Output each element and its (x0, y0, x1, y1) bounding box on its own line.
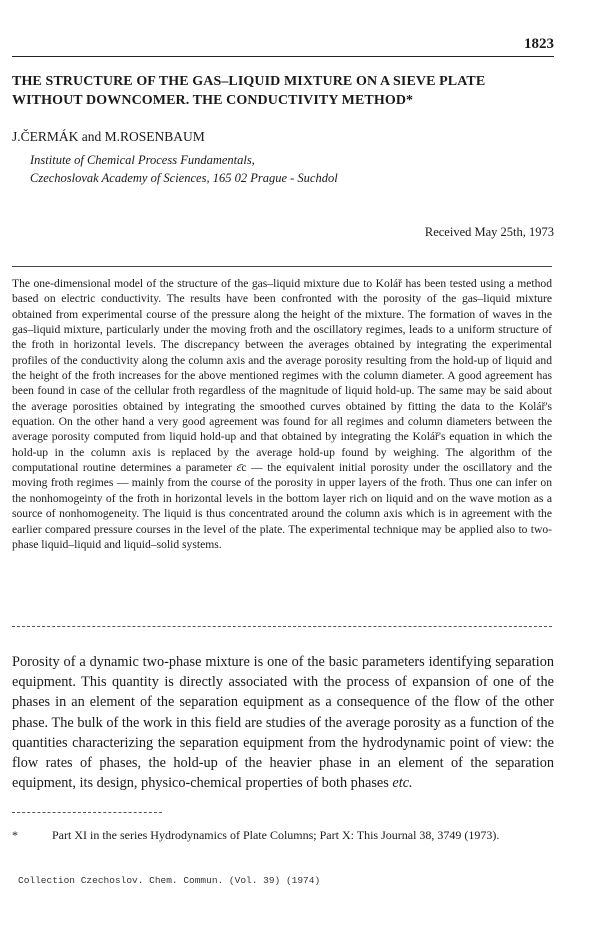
footnote-marker: * (12, 828, 18, 842)
article-title: THE STRUCTURE OF THE GAS–LIQUID MIXTURE ON A SIEVE PLATE WITHOUT DOWNCOMER. THE CONDUCTIVITY METHOD* (12, 74, 486, 108)
footnote-rule (12, 812, 162, 813)
abstract-top-rule (12, 266, 552, 267)
body-text: Porosity of a dynamic two-phase mixture is one of the basic parameters identifying separation equipment. This quantity is directly associated with the process of expansion of one of the phases in an element of the separation equipment as a consequence of the flow of the other phase. The bulk of the work in this field are studies of the average porosity as a function of the quantities characterizing the separation equipment from the hydrodynamic point of view: the flow rates of phases, the hold-up of the heavier phase in an element of the separation equipment, its design, physico-chemical properties of both phases (12, 654, 554, 792)
footnote (12, 827, 554, 843)
article-authors: J.ČERMÁK and M.ROSENBAUM (12, 129, 205, 144)
journal-citation: Collection Czechoslov. Chem. Commun. (Vol. 39) (1974) (18, 875, 321, 886)
received-date: Received May 25th, 1973 (424, 225, 554, 239)
body-text-italic: etc. (392, 775, 413, 792)
body-paragraph (12, 652, 554, 793)
abstract-bottom-rule (12, 626, 552, 627)
author-affiliation (30, 151, 338, 187)
affiliation-line: Institute of Chemical Process Fundamentals, (30, 153, 255, 167)
footnote-text: Part XI in the series Hydrodynamics of Plate Columns; Part X: This Journal 38, 3749 (1973). (52, 828, 500, 842)
abstract: The one-dimensional model of the structure of the gas–liquid mixture due to Kolář has been tested using a method based on electric conductivity. The results have been confronted with the porosity of the gas–liquid mixture obtained from experimental course of the pressure along the height of the mixture. The formation of waves in the gas–liquid mixture, particularly under the moving froth and the oscillatory regimes, leads to a uniform structure of the froth in horizontal levels. The discrepancy between the averages obtained by integrating the experimental profiles of the conductivity along the column axis and the average porosity resulting from the hold-up of liquid and the height of the froth increases for the above mentioned regimes with the column diameter. A good agreement has been found in case of the cellular froth regardless of the magnitude of liquid hold-up. The same may be said about the average porosities obtained by integrating the smoothed curves obtained by fitting the data to the Kolář's equation. On the other hand a very good agreement was found for all regimes and column diameters between the average porosity computed from liquid hold-up and that obtained by integrating the Kolář's equation in which the hold-up in the column axis is replaced by the average hold-up found by weighing. The algorithm of the computational routine determines a parameter ε̄c — the equivalent initial porosity under the oscillatory and the moving froth regimes — mainly from the course of the porosity in upper layers of the froth. Thus one can infer on the nonhomogeinty of the froth in horizontal levels in the bottom layer rich on liquid and on the wave motion as a source of nonhomogeneity. The liquid is thus concentrated around the column axis which is in agreement with the earlier compared pressure courses in the level of the plate. The experimental technique may be applied also to two-phase liquid–liquid and liquid–solid systems. (12, 277, 552, 551)
affiliation-line: Czechoslovak Academy of Sciences, 165 02 Prague - Suchdol (30, 171, 338, 185)
header-rule (12, 56, 554, 57)
page-number: 1823 (524, 36, 554, 52)
